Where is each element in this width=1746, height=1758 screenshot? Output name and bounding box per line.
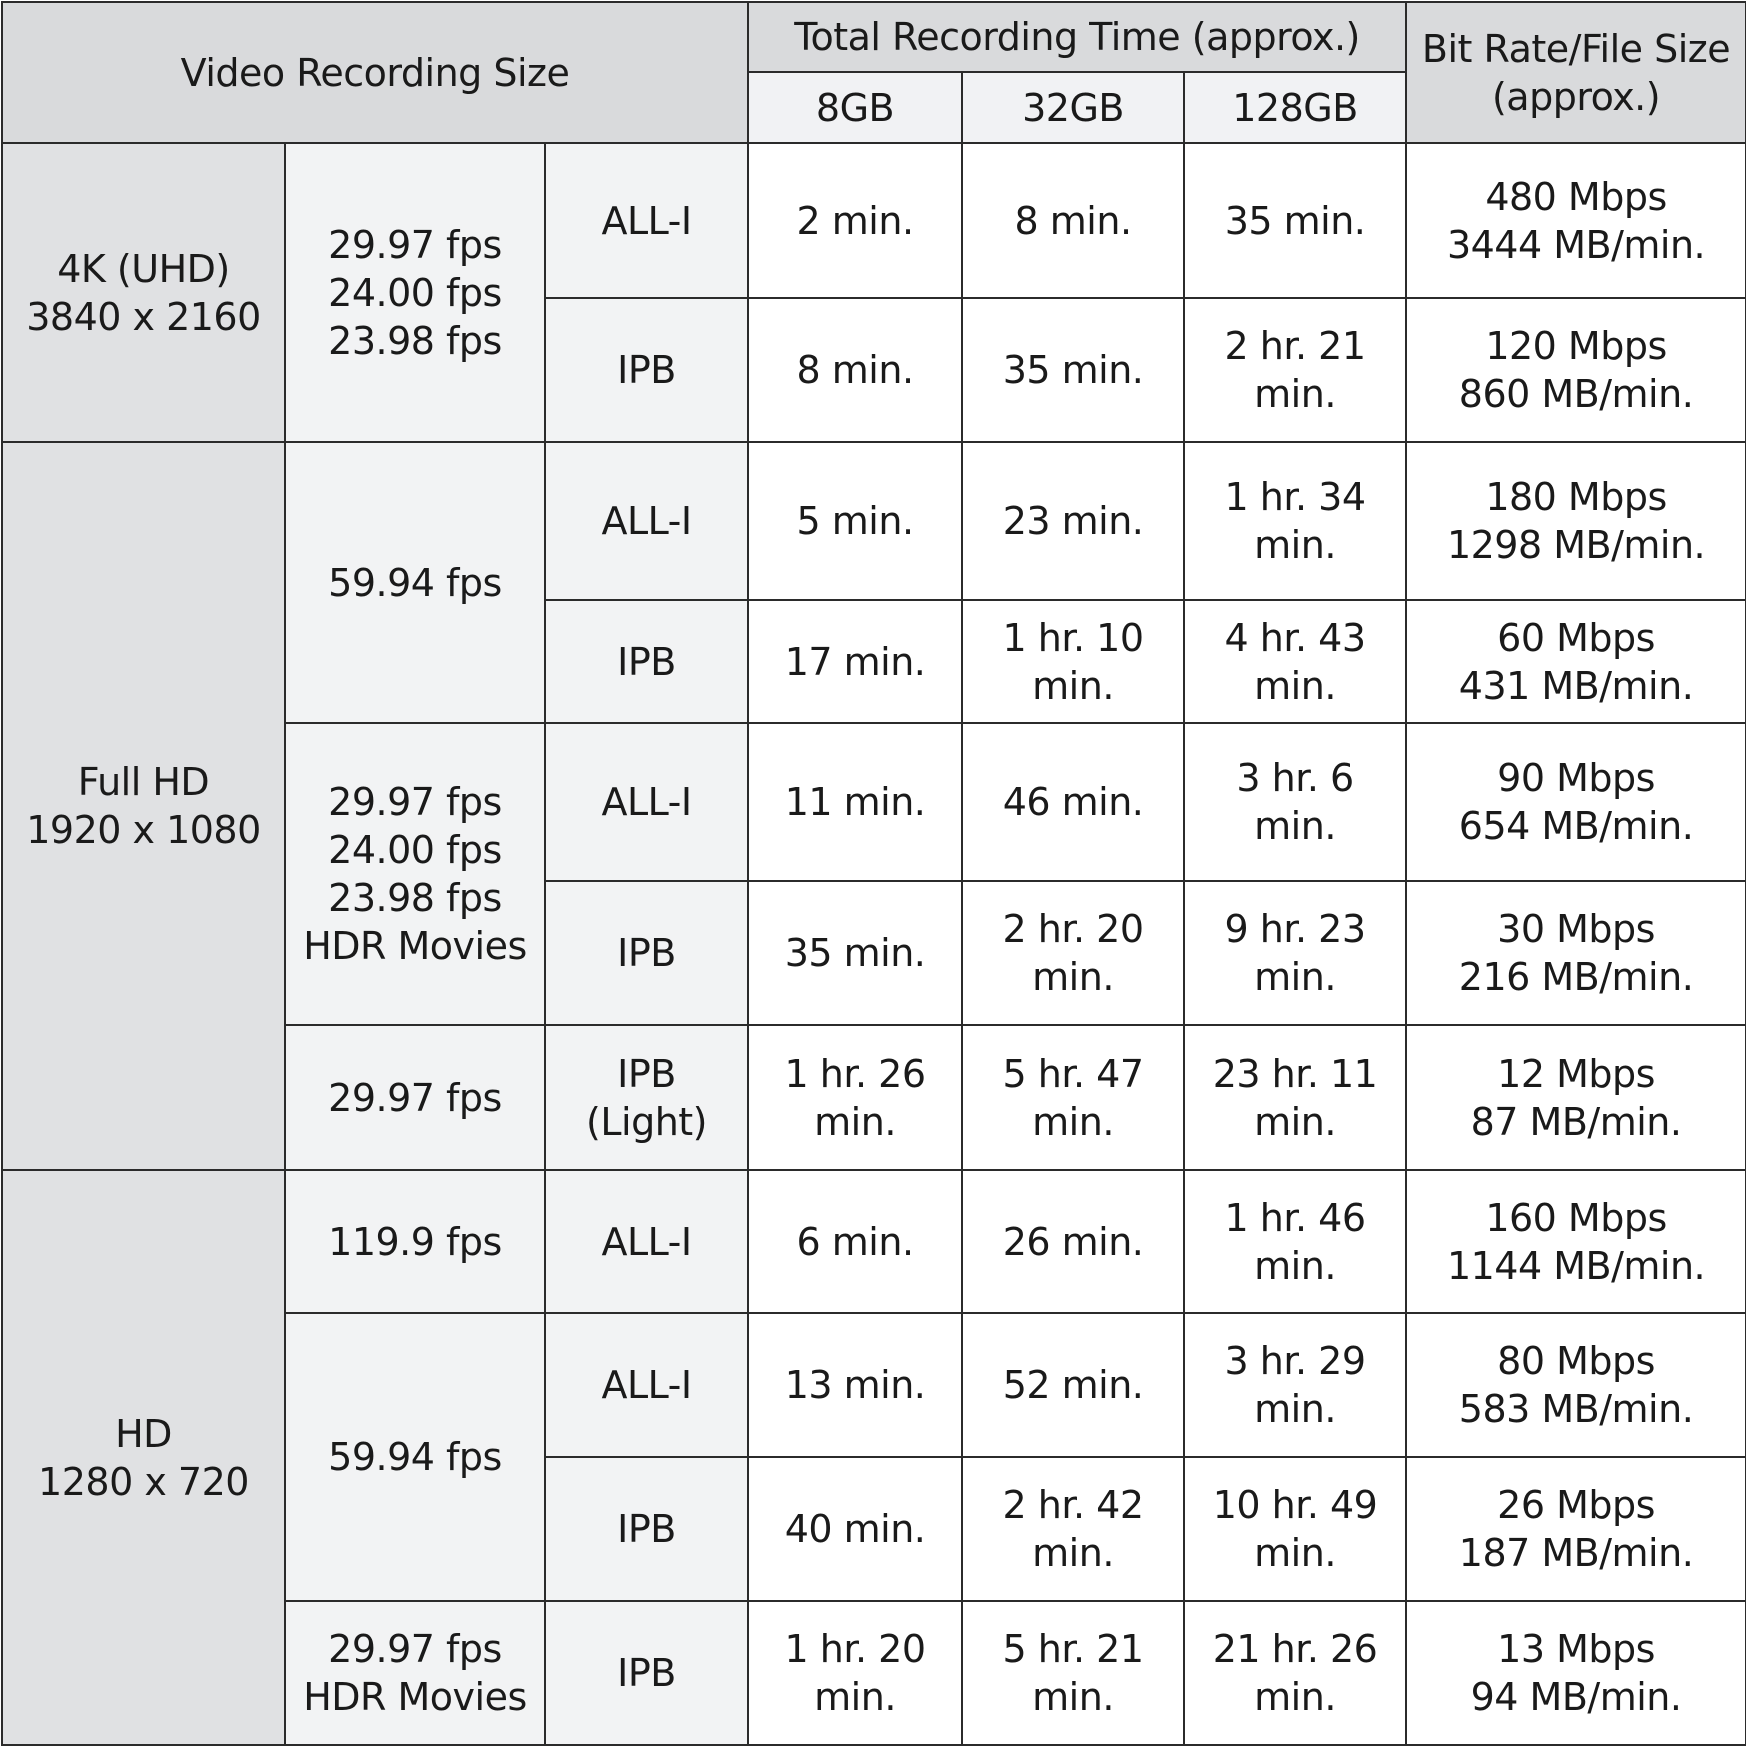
time-128gb-cell: 9 hr. 23 min. xyxy=(1184,881,1406,1025)
bitrate-cell: 26 Mbps 187 MB/min. xyxy=(1406,1457,1746,1601)
time-32gb-cell: 26 min. xyxy=(962,1170,1184,1313)
time-128gb-cell: 2 hr. 21 min. xyxy=(1184,298,1406,442)
compression-cell: ALL-I xyxy=(545,442,748,600)
compression-cell: IPB xyxy=(545,1601,748,1745)
video-recording-size-header: Video Recording Size xyxy=(2,2,748,143)
time-32gb-cell: 8 min. xyxy=(962,143,1184,298)
group-full-hd: Full HD 1920 x 1080 xyxy=(2,442,285,1170)
time-32gb-cell: 2 hr. 42 min. xyxy=(962,1457,1184,1601)
recording-time-table xyxy=(1,1,1746,1746)
bitrate-cell: 90 Mbps 654 MB/min. xyxy=(1406,723,1746,881)
frame-rate-cell: 29.97 fps xyxy=(285,1025,545,1170)
time-128gb-cell: 23 hr. 11 min. xyxy=(1184,1025,1406,1170)
frame-rate-cell: 119.9 fps xyxy=(285,1170,545,1313)
bitrate-cell: 30 Mbps 216 MB/min. xyxy=(1406,881,1746,1025)
bitrate-cell: 80 Mbps 583 MB/min. xyxy=(1406,1313,1746,1457)
compression-cell: ALL-I xyxy=(545,1313,748,1457)
time-8gb-cell: 13 min. xyxy=(748,1313,962,1457)
frame-rate-cell: 59.94 fps xyxy=(285,442,545,723)
time-128gb-cell: 4 hr. 43 min. xyxy=(1184,600,1406,723)
bitrate-cell: 120 Mbps 860 MB/min. xyxy=(1406,298,1746,442)
time-128gb-cell: 1 hr. 34 min. xyxy=(1184,442,1406,600)
compression-cell: ALL-I xyxy=(545,143,748,298)
time-32gb-cell: 1 hr. 10 min. xyxy=(962,600,1184,723)
compression-cell: IPB xyxy=(545,1457,748,1601)
time-32gb-cell: 35 min. xyxy=(962,298,1184,442)
time-128gb-cell: 3 hr. 6 min. xyxy=(1184,723,1406,881)
bitrate-cell: 180 Mbps 1298 MB/min. xyxy=(1406,442,1746,600)
card-32gb-header: 32GB xyxy=(962,72,1184,143)
time-8gb-cell: 35 min. xyxy=(748,881,962,1025)
time-8gb-cell: 17 min. xyxy=(748,600,962,723)
compression-cell: ALL-I xyxy=(545,723,748,881)
compression-cell: IPB xyxy=(545,881,748,1025)
compression-cell: IPB xyxy=(545,600,748,723)
frame-rate-cell: 29.97 fps HDR Movies xyxy=(285,1601,545,1745)
time-8gb-cell: 11 min. xyxy=(748,723,962,881)
time-128gb-cell: 3 hr. 29 min. xyxy=(1184,1313,1406,1457)
group-hd: HD 1280 x 720 xyxy=(2,1170,285,1745)
bitrate-cell: 12 Mbps 87 MB/min. xyxy=(1406,1025,1746,1170)
frame-rate-cell: 29.97 fps 24.00 fps 23.98 fps xyxy=(285,143,545,442)
bitrate-cell: 480 Mbps 3444 MB/min. xyxy=(1406,143,1746,298)
compression-cell: IPB xyxy=(545,298,748,442)
time-32gb-cell: 5 hr. 21 min. xyxy=(962,1601,1184,1745)
frame-rate-cell: 59.94 fps xyxy=(285,1313,545,1601)
time-8gb-cell: 1 hr. 26 min. xyxy=(748,1025,962,1170)
group-4k-uhd: 4K (UHD) 3840 x 2160 xyxy=(2,143,285,442)
time-32gb-cell: 46 min. xyxy=(962,723,1184,881)
time-8gb-cell: 1 hr. 20 min. xyxy=(748,1601,962,1745)
time-128gb-cell: 21 hr. 26 min. xyxy=(1184,1601,1406,1745)
time-32gb-cell: 2 hr. 20 min. xyxy=(962,881,1184,1025)
card-128gb-header: 128GB xyxy=(1184,72,1406,143)
compression-cell: ALL-I xyxy=(545,1170,748,1313)
bitrate-cell: 60 Mbps 431 MB/min. xyxy=(1406,600,1746,723)
bitrate-cell: 160 Mbps 1144 MB/min. xyxy=(1406,1170,1746,1313)
card-8gb-header: 8GB xyxy=(748,72,962,143)
time-8gb-cell: 5 min. xyxy=(748,442,962,600)
time-8gb-cell: 8 min. xyxy=(748,298,962,442)
time-8gb-cell: 2 min. xyxy=(748,143,962,298)
time-32gb-cell: 52 min. xyxy=(962,1313,1184,1457)
total-recording-time-header: Total Recording Time (approx.) xyxy=(748,2,1406,72)
compression-cell: IPB (Light) xyxy=(545,1025,748,1170)
time-32gb-cell: 23 min. xyxy=(962,442,1184,600)
time-8gb-cell: 6 min. xyxy=(748,1170,962,1313)
time-128gb-cell: 1 hr. 46 min. xyxy=(1184,1170,1406,1313)
bit-rate-file-size-header: Bit Rate/File Size (approx.) xyxy=(1406,2,1746,143)
time-8gb-cell: 40 min. xyxy=(748,1457,962,1601)
time-32gb-cell: 5 hr. 47 min. xyxy=(962,1025,1184,1170)
time-128gb-cell: 10 hr. 49 min. xyxy=(1184,1457,1406,1601)
time-128gb-cell: 35 min. xyxy=(1184,143,1406,298)
bitrate-cell: 13 Mbps 94 MB/min. xyxy=(1406,1601,1746,1745)
frame-rate-cell: 29.97 fps 24.00 fps 23.98 fps HDR Movies xyxy=(285,723,545,1025)
